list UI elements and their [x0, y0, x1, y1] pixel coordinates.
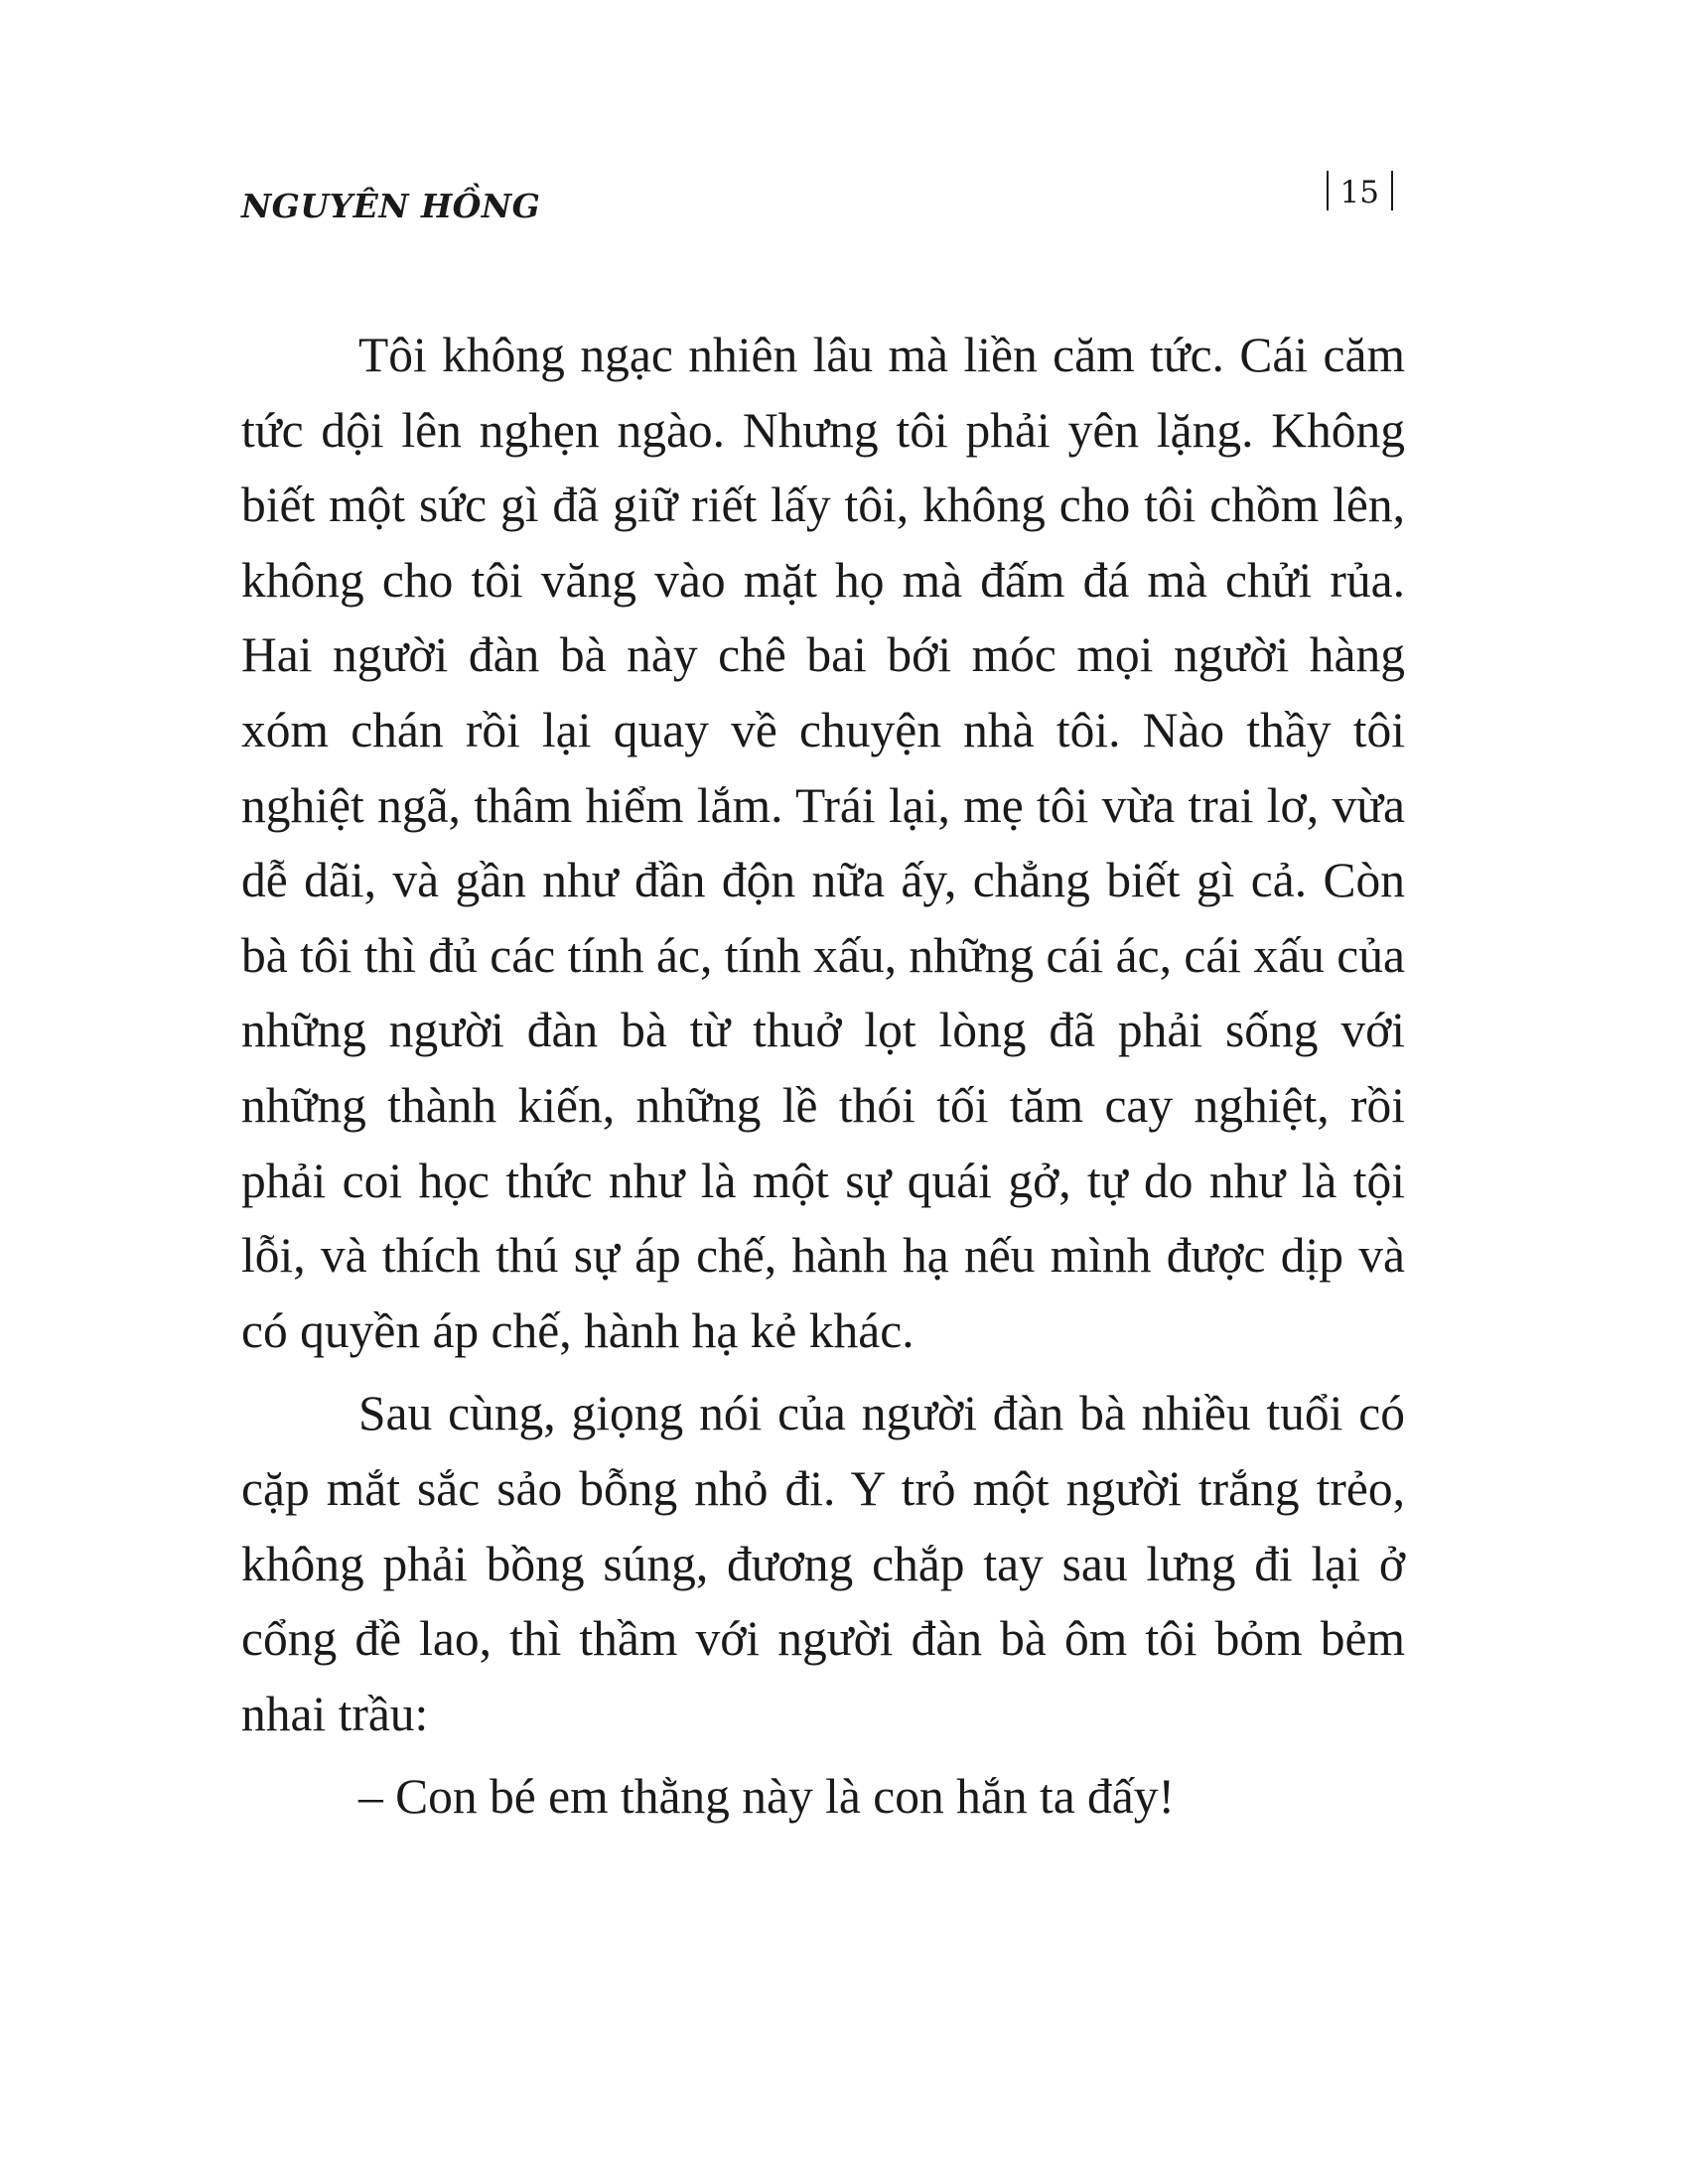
- page-number: [1315, 171, 1405, 210]
- page-number-left-rule: [1327, 171, 1329, 210]
- page-number-right-rule: [1391, 171, 1393, 210]
- body-text: [241, 318, 1405, 1843]
- page-header: [241, 171, 1405, 230]
- paragraph: Tôi không ngạc nhiên lâu mà liền căm tức. Cái căm tức dội lên nghẹn ngào. Nhưng tôi phải yên lặng. Không biết một sức gì đã giữ riết lấy tôi, không cho tôi chồm lên, không cho tôi văng vào mặt họ mà đấm đá mà chửi rủa. Hai người đàn bà này chê bai bới móc mọi người hàng xóm chán rồi lại quay về chuyện nhà tôi. Nào thầy tôi nghiệt ngã, thâm hiểm lắm. Trái lại, mẹ tôi vừa trai lơ, vừa dễ dãi, và gần như đần độn nữa ấy, chẳng biết gì cả. Còn bà tôi thì đủ các tính ác, tính xấu, những cái ác, cái xấu của những người đàn bà từ thuở lọt lòng đã phải sống với những thành kiến, những lề thói tối tăm cay nghiệt, rồi phải coi học thức như là một sự quái gở, tự do như là tội lỗi, và thích thú sự áp chế, hành hạ nếu mình được dịp và có quyền áp chế, hành hạ kẻ khác.: [241, 328, 1405, 1358]
- page-number-value: 15: [1339, 175, 1379, 210]
- paragraph: Sau cùng, giọng nói của người đàn bà nhiều tuổi có cặp mắt sắc sảo bỗng nhỏ đi. Y trỏ một người trắng trẻo, không phải bồng súng, đương chắp tay sau lưng đi lại ở cổng đề lao, thì thầm với người đàn bà ôm tôi bỏm bẻm nhai trầu:: [241, 1386, 1405, 1741]
- paragraph-dialogue: – Con bé em thằng này là con hắn ta đấy!: [358, 1769, 1175, 1825]
- running-title: NGUYÊN HỒNG: [241, 187, 541, 225]
